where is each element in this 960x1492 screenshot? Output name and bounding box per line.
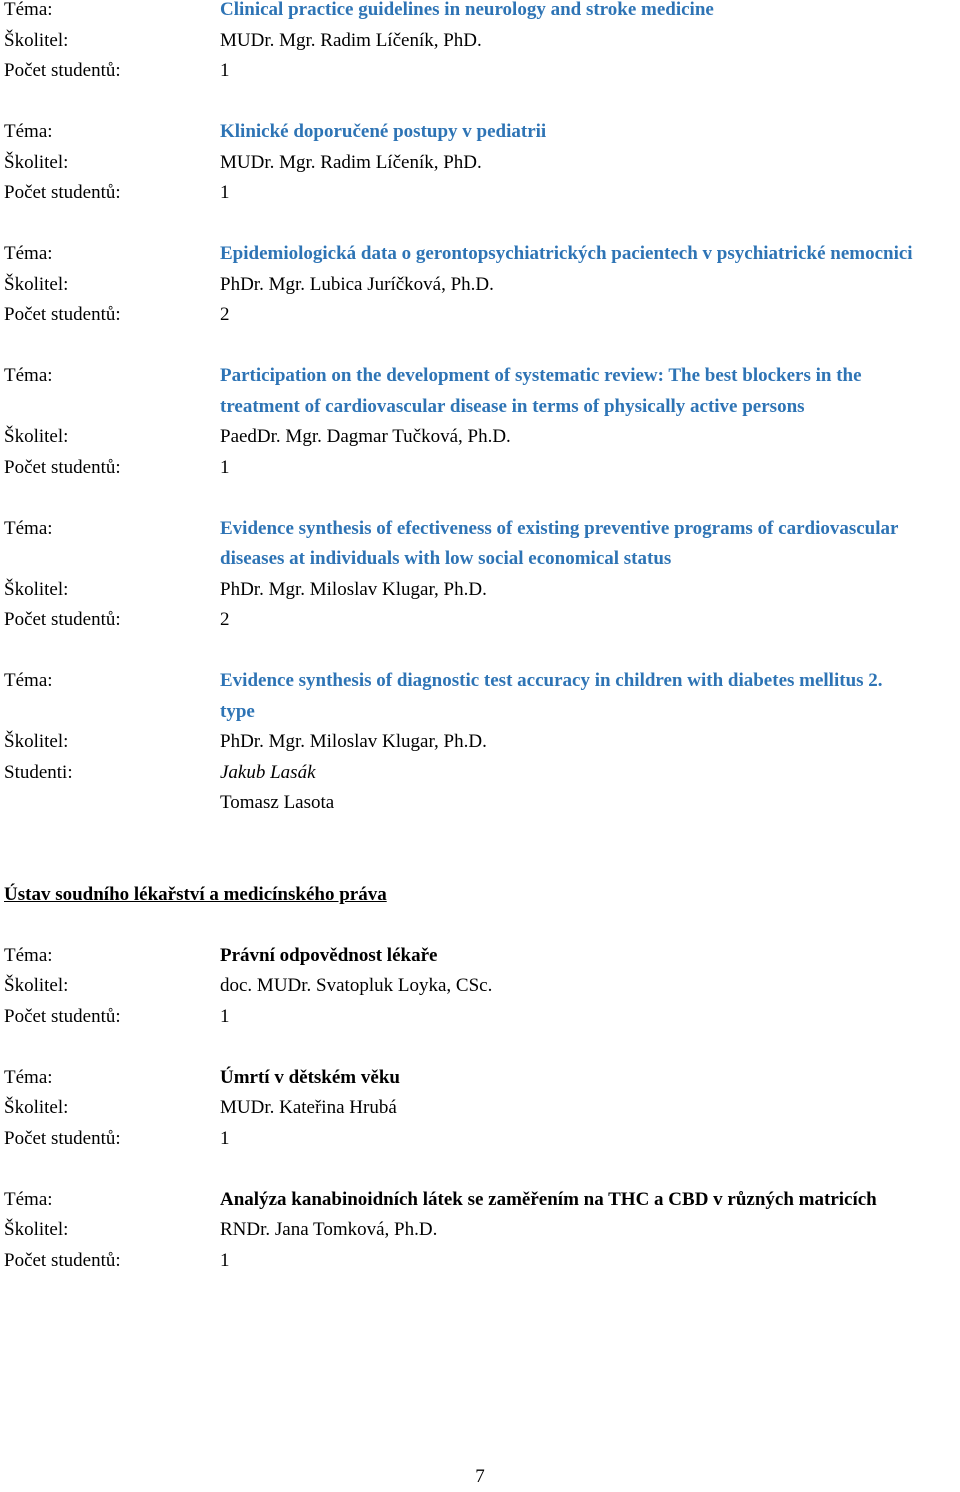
thesis-entry <box>4 117 960 209</box>
supervisor-label: Školitel: <box>4 426 69 447</box>
student-count-label: Počet studentů: <box>4 1005 121 1027</box>
thesis-entry <box>4 666 960 819</box>
thesis-entry <box>4 941 960 1033</box>
student-count-label: Počet studentů: <box>4 304 121 325</box>
topic-label: Téma: <box>4 365 53 386</box>
supervisor-label: Školitel: <box>4 29 69 51</box>
topic-label: Téma: <box>4 1188 53 1210</box>
thesis-entry <box>4 1185 960 1277</box>
student-name: Jakub Lasák <box>220 761 316 783</box>
supervisor-name: PaedDr. Mgr. Dagmar Tučková, Ph.D. <box>220 426 511 447</box>
student-count: 1 <box>220 1127 230 1149</box>
student-count-label: Počet studentů: <box>4 60 121 81</box>
topic-label: Téma: <box>4 944 53 966</box>
student-count: 2 <box>220 609 230 630</box>
topic-label: Téma: <box>4 1066 53 1088</box>
thesis-entry <box>4 361 960 483</box>
student-count: 1 <box>220 456 230 478</box>
student-count-label: Počet studentů: <box>4 182 121 203</box>
topic-title: Clinical practice guidelines in neurology and stroke medicine <box>220 0 714 20</box>
supervisor-label: Školitel: <box>4 151 69 173</box>
supervisor-name: doc. MUDr. Svatopluk Loyka, CSc. <box>220 975 493 996</box>
thesis-entry <box>4 514 960 636</box>
students-label: Studenti: <box>4 761 73 783</box>
supervisor-label: Školitel: <box>4 731 69 752</box>
section-heading: Ústav soudního lékařství a medicínského práva <box>4 883 387 905</box>
topic-title: Evidence synthesis of efectiveness of existing preventive programs of cardiovascular diseases at individuals with low social economical status <box>220 517 899 569</box>
student-count-label: Počet studentů: <box>4 1127 121 1149</box>
student-count: 1 <box>220 182 230 203</box>
supervisor-name: PhDr. Mgr. Miloslav Klugar, Ph.D. <box>220 731 487 752</box>
topic-label: Téma: <box>4 517 53 539</box>
supervisor-label: Školitel: <box>4 975 69 996</box>
supervisor-name: PhDr. Mgr. Lubica Juríčková, Ph.D. <box>220 273 494 295</box>
supervisor-label: Školitel: <box>4 1219 69 1240</box>
topic-label: Téma: <box>4 243 53 264</box>
supervisor-label: Školitel: <box>4 1097 69 1118</box>
supervisor-name: MUDr. Mgr. Radim Líčeník, PhD. <box>220 29 482 51</box>
thesis-entry <box>4 239 960 331</box>
student-count-label: Počet studentů: <box>4 1249 121 1271</box>
topic-title: Epidemiologická data o gerontopsychiatrických pacientech v psychiatrické nemocnici <box>220 243 913 264</box>
supervisor-name: MUDr. Mgr. Radim Líčeník, PhD. <box>220 151 482 173</box>
supervisor-label: Školitel: <box>4 578 69 600</box>
page-number: 7 <box>475 1466 485 1487</box>
topic-title: Evidence synthesis of diagnostic test accuracy in children with diabetes mellitus 2. type <box>220 670 883 722</box>
supervisor-name: MUDr. Kateřina Hrubá <box>220 1097 397 1118</box>
thesis-entry <box>4 0 960 87</box>
topic-title: Úmrtí v dětském věku <box>220 1066 400 1088</box>
student-count-label: Počet studentů: <box>4 456 121 478</box>
student-count: 1 <box>220 1249 230 1271</box>
topic-label: Téma: <box>4 121 53 142</box>
student-count: 1 <box>220 60 230 81</box>
thesis-entry <box>4 1063 960 1155</box>
topic-label: Téma: <box>4 0 53 20</box>
student-name: Tomasz Lasota <box>220 792 335 813</box>
student-count: 1 <box>220 1005 230 1027</box>
student-count: 2 <box>220 304 230 325</box>
supervisor-name: PhDr. Mgr. Miloslav Klugar, Ph.D. <box>220 578 487 600</box>
topic-title: Analýza kanabinoidních látek se zaměřením na THC a CBD v různých matricích <box>220 1188 877 1210</box>
supervisor-name: RNDr. Jana Tomková, Ph.D. <box>220 1219 438 1240</box>
topic-title: Klinické doporučené postupy v pediatrii <box>220 121 547 142</box>
topic-title: Participation on the development of systematic review: The best blockers in the treatment of cardiovascular disease in terms of physically active persons <box>220 365 862 417</box>
student-count-label: Počet studentů: <box>4 609 121 630</box>
topic-title: Právní odpovědnost lékaře <box>220 944 438 966</box>
topic-label: Téma: <box>4 670 53 691</box>
supervisor-label: Školitel: <box>4 273 69 295</box>
document-page <box>4 0 960 1307</box>
